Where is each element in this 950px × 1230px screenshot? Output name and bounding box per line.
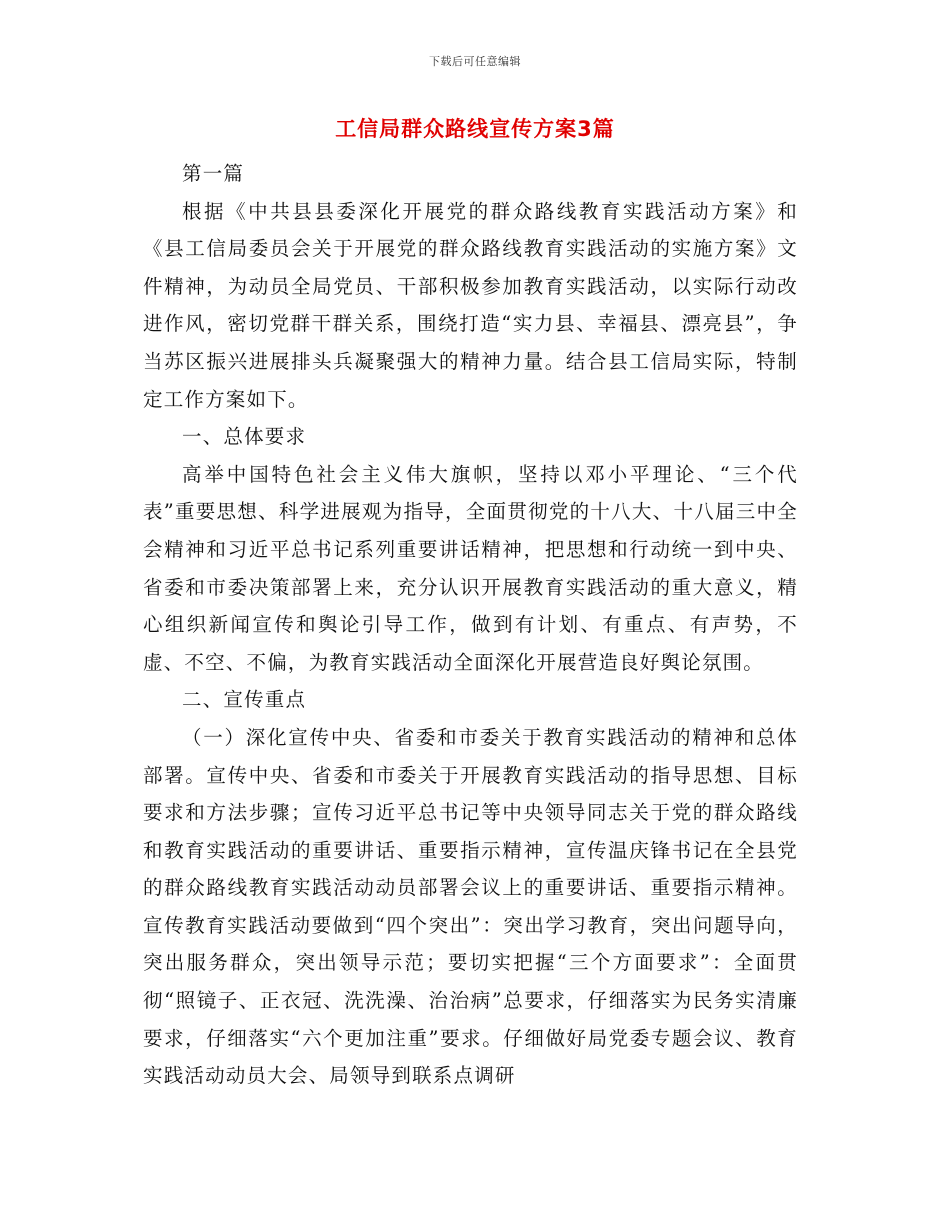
document-body <box>143 155 798 1095</box>
general-requirements-paragraph: 高举中国特色社会主义伟大旗帜，坚持以邓小平理论、“三个代表”重要思想、科学进展观为指导，全面贯彻党的十八大、十八届三中全会精神和习近平总书记系列重要讲话精神，把思想和行动统一到中央、省委和市委决策部署上来，充分认识开展教育实践活动的重大意义，精心组织新闻宣传和舆论引导工作，做到有计划、有重点、有声势，不虚、不空、不偏，为教育实践活动全面深化开展营造良好舆论氛围。 <box>143 462 798 674</box>
section-heading-publicity-focus: 二、宣传重点 <box>182 688 307 712</box>
section-heading-part-one: 第一篇 <box>182 162 245 185</box>
document-title: 工信局群众路线宣传方案3篇 <box>335 117 615 141</box>
page-header-note: 下载后可任意编辑 <box>429 55 521 68</box>
intro-paragraph: 根据《中共县县委深化开展党的群众路线教育实践活动方案》和《县工信局委员会关于开展党的群众路线教育实践活动的实施方案》文件精神，为动员全局党员、干部积极参加教育实践活动，以实际行动改进作风，密切党群干群关系，围绕打造“实力县、幸福县、漂亮县”，争当苏区振兴进展排头兵凝聚强大的精神力量。结合县工信局实际，特制定工作方案如下。 <box>143 199 798 411</box>
publicity-focus-paragraph: （一）深化宣传中央、省委和市委关于教育实践活动的精神和总体部署。宣传中央、省委和市委关于开展教育实践活动的指导思想、目标要求和方法步骤；宣传习近平总书记等中央领导同志关于党的群众路线和教育实践活动的重要讲话、重要指示精神，宣传温庆锋书记在全县党的群众路线教育实践活动动员部署会议上的重要讲话、重要指示精神。宣传教育实践活动要做到“四个突出”：突出学习教育，突出问题导向，突出服务群众，突出领导示范；要切实把握“三个方面要求”：全面贯彻“照镜子、正衣冠、洗洗澡、治治病”总要求，仔细落实为民务实清廉要求，仔细落实“六个更加注重”要求。仔细做好局党委专题会议、教育实践活动动员大会、局领导到联系点调研 <box>143 725 798 1088</box>
section-heading-general-requirements: 一、总体要求 <box>182 425 307 449</box>
